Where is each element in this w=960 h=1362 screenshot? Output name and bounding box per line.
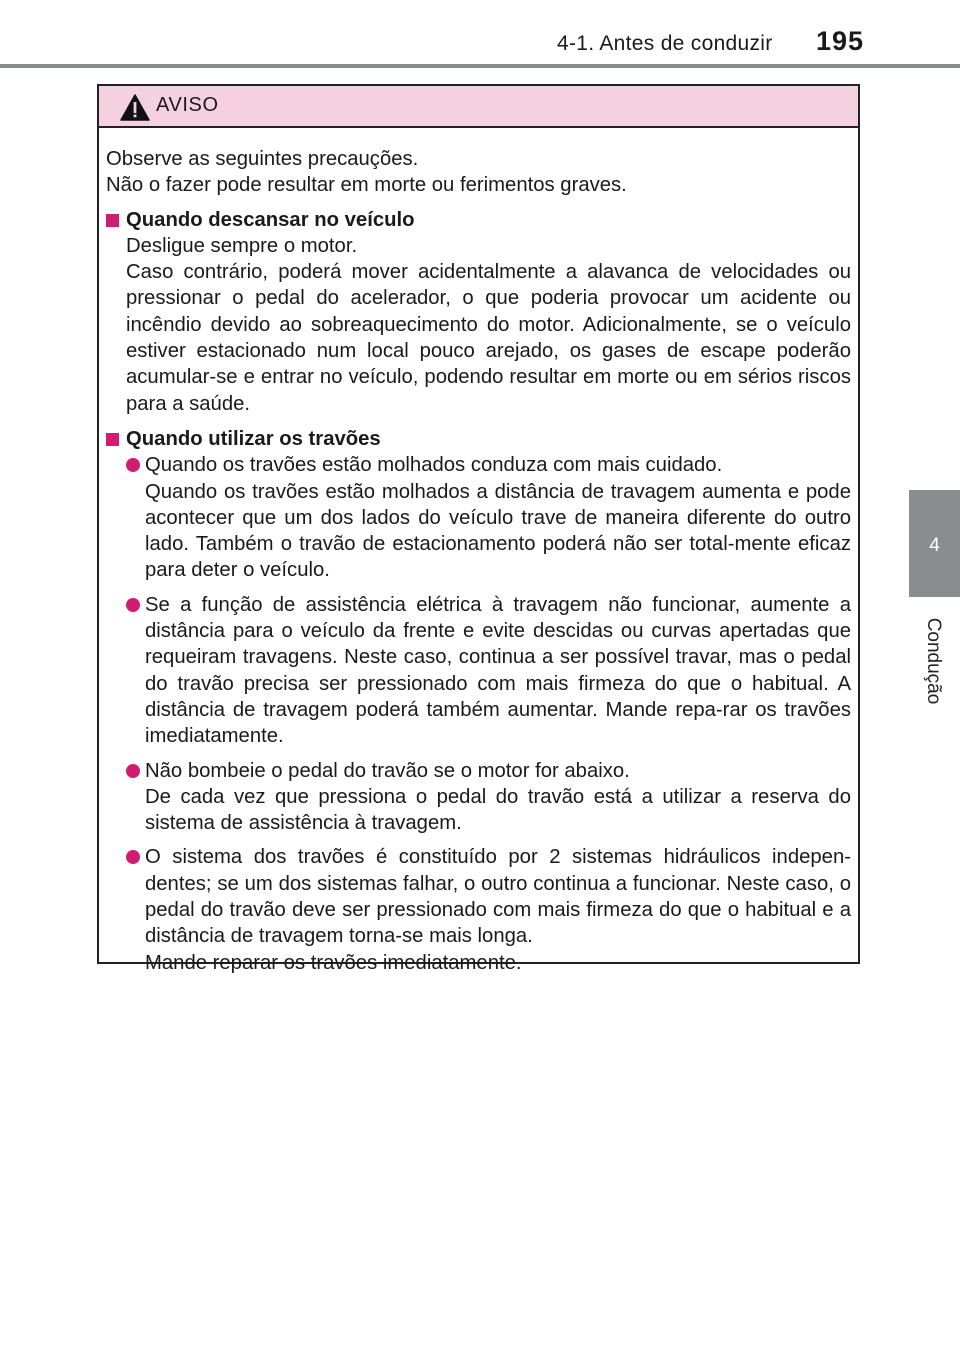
bullet-text: Mande reparar os travões imediatamente. (145, 951, 522, 974)
intro-line: Observe as seguintes precauções. (106, 148, 419, 170)
warning-body (99, 128, 858, 976)
bullet-text: Quando os travões estão molhados conduza com mais cuidado. (145, 454, 723, 477)
section-paragraph (126, 233, 851, 417)
chapter-number: 4 (929, 535, 940, 556)
warning-box (97, 84, 860, 974)
bullet-text: Quando os travões estão molhados a distância de travagem aumenta e pode acontecer que um dos lados do veículo trave de maneira diferente do outro lado. Também o travão de estacionamento poderá não ser total-mente eficaz para deter o veículo. (145, 480, 851, 582)
list-item (126, 452, 851, 583)
section-title: 4-1. Antes de conduzir (557, 32, 773, 55)
bullet-text: O sistema dos travões é constituído por 2 sistemas hidráulicos indepen-dentes; se um dos sistemas falhar, o outro continua a funcionar. Neste caso, o pedal do travão deve ser pressionado com mais firmeza do que o habitual e a distância de travagem torna-se mais longa. (145, 846, 851, 948)
round-bullet-icon (126, 598, 140, 612)
chapter-label (913, 606, 953, 716)
bullet-text: De cada vez que pressiona o pedal do travão está a utilizar a reserva do sistema de assistência à travagem. (145, 785, 851, 835)
bullet-list (126, 452, 851, 976)
list-item (126, 844, 851, 975)
round-bullet-icon (126, 850, 140, 864)
square-bullet-icon (106, 433, 119, 446)
paragraph-line: Desligue sempre o motor. (126, 234, 358, 257)
section-heading (106, 426, 851, 452)
warning-title: AVISO (156, 94, 219, 116)
paragraph-text: Caso contrário, poderá mover acidentalmente a alavanca de velocidades ou pressionar o pedal do acelerador, o que poderia provocar um acidente ou incêndio devido ao sobreaquecimento do motor. Adicionalmente, se o veículo estiver estacionado num local pouco arejado, os gases de escape poderão acumular-se e entrar no veículo, podendo resultar em morte ou em sérios riscos para a saúde. (126, 261, 851, 415)
chapter-label-text: Condução (923, 617, 944, 705)
round-bullet-icon (126, 458, 140, 472)
bullet-text: Se a função de assistência elétrica à travagem não funcionar, aumente a distância para o veículo da frente e evite descidas ou curvas apertadas que requeiram travagens. Neste caso, continua a ser possível travar, mas o pedal do travão precisa ser pressionado com mais firmeza do que o habitual. A distância de travagem poderá também aumentar. Mande repa-rar os travões imediatamente. (145, 593, 851, 748)
list-item (126, 592, 851, 750)
page-number: 195 (816, 26, 865, 56)
square-bullet-icon (106, 214, 119, 227)
warning-triangle-icon (120, 94, 150, 121)
bullet-text: Não bombeie o pedal do travão se o motor for abaixo. (145, 759, 630, 782)
round-bullet-icon (126, 764, 140, 778)
warning-header (99, 86, 858, 128)
header-rule (0, 64, 960, 68)
intro-line: Não o fazer pode resultar em morte ou ferimentos graves. (106, 174, 627, 197)
section-heading (106, 207, 851, 233)
list-item (126, 758, 851, 837)
section-heading-text: Quando utilizar os travões (126, 427, 381, 450)
chapter-tab[interactable] (909, 490, 960, 597)
section-heading-text: Quando descansar no veículo (126, 208, 415, 231)
